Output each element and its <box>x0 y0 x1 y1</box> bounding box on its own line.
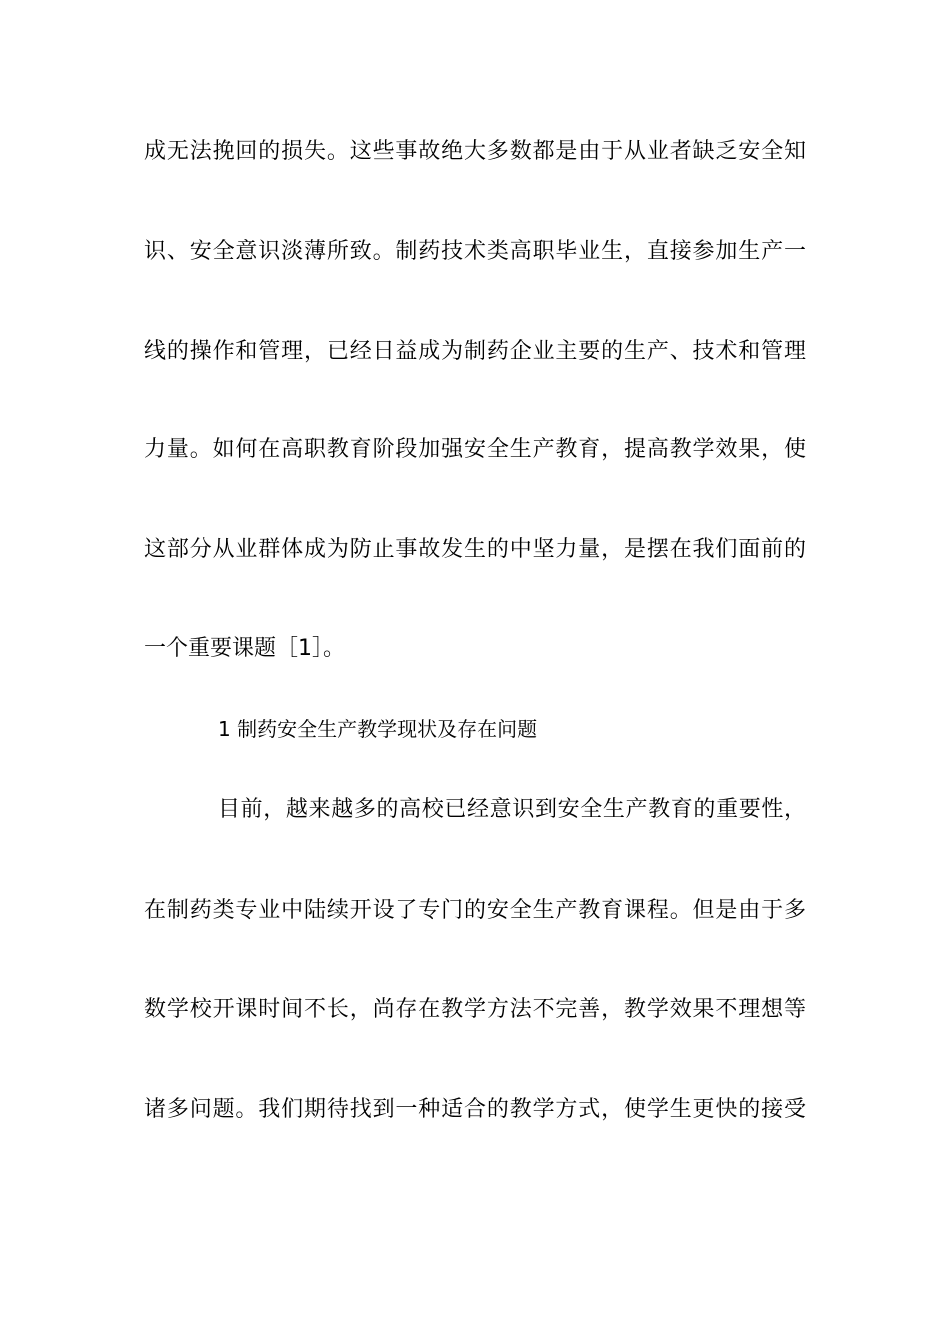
paragraph-line: 数学校开课时间不长，尚存在教学方法不完善，教学效果不理想等 <box>144 997 806 1022</box>
paragraph-line: 识、安全意识淡薄所致。制药技术类高职毕业生，直接参加生产一 <box>144 239 806 264</box>
paragraph-line: 目前，越来越多的高校已经意识到安全生产教育的重要性， <box>218 797 806 822</box>
paragraph-line: 线的操作和管理，已经日益成为制药企业主要的生产、技术和管理 <box>144 339 806 364</box>
paragraph-line: 诸多问题。我们期待找到一种适合的教学方式，使学生更快的接受 <box>144 1097 806 1122</box>
paragraph-line: 成无法挽回的损失。这些事故绝大多数都是由于从业者缺乏安全知 <box>144 139 806 164</box>
paragraph-line: 力量。如何在高职教育阶段加强安全生产教育，提高教学效果，使 <box>144 437 806 462</box>
paragraph-line: 这部分从业群体成为防止事故发生的中坚力量，是摆在我们面前的 <box>144 537 806 562</box>
paragraph-line: 在制药类专业中陆续开设了专门的安全生产教育课程。但是由于多 <box>144 898 806 923</box>
paragraph-line: 一个重要课题［1］。 <box>144 636 345 661</box>
section-heading: 1 制药安全生产教学现状及存在问题 <box>218 717 538 741</box>
